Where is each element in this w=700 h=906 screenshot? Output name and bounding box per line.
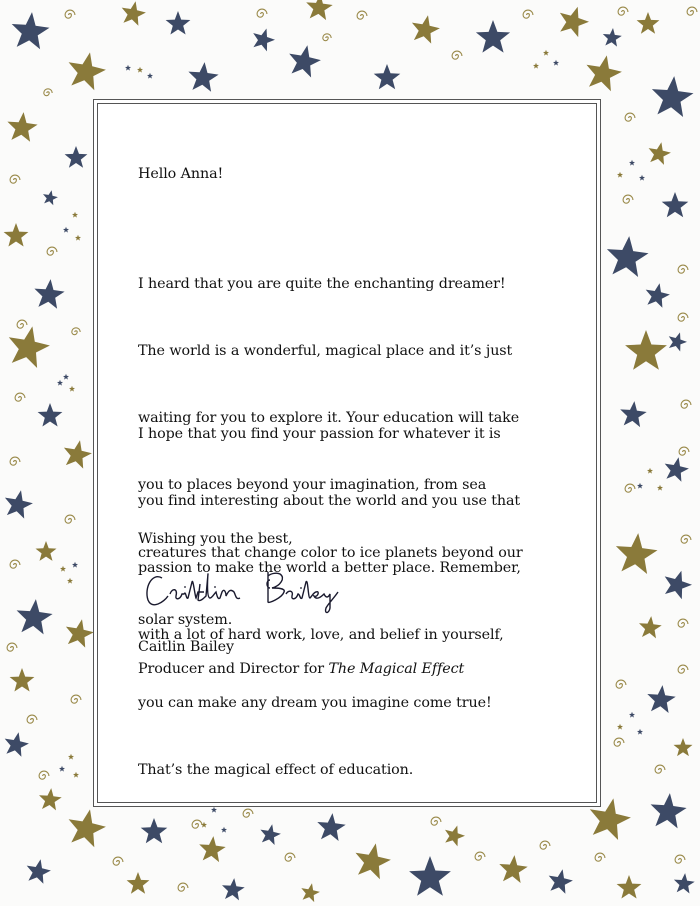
star-icon: [639, 175, 645, 181]
star-icon: [127, 872, 150, 894]
signature-stroke: [170, 574, 240, 601]
star-icon: [7, 112, 37, 142]
paragraph-line: The world is a wonderful, magical place and it’s just: [138, 343, 513, 360]
star-icon: [617, 724, 623, 730]
star-icon: [356, 843, 391, 879]
swirl-icon: [595, 853, 605, 861]
star-icon: [665, 571, 692, 600]
star-icon: [34, 279, 64, 309]
swirl-icon: [623, 195, 633, 203]
star-icon: [69, 52, 106, 90]
swirl-icon: [71, 695, 81, 703]
swirl-icon: [655, 765, 665, 773]
swirl-icon: [15, 393, 25, 401]
swirl-icon: [675, 855, 685, 863]
star-icon: [69, 809, 106, 847]
star-icon: [122, 1, 146, 26]
star-icon: [476, 20, 510, 53]
swirl-icon: [10, 175, 20, 183]
swirl-icon: [616, 680, 626, 688]
star-icon: [620, 401, 647, 427]
star-icon: [199, 836, 226, 862]
star-icon: [27, 859, 51, 884]
signature-dot: [300, 587, 302, 589]
signature-dot: [214, 586, 216, 588]
star-icon: [637, 729, 643, 735]
star-icon: [646, 283, 670, 308]
star-icon: [560, 7, 589, 37]
swirl-icon: [678, 665, 688, 673]
star-icon: [4, 223, 29, 247]
greeting: Hello Anna!: [138, 166, 224, 182]
swirl-icon: [540, 841, 550, 849]
swirl-icon: [285, 853, 295, 861]
signer-title: [138, 658, 464, 680]
star-icon: [549, 869, 573, 894]
signature-dot: [184, 586, 186, 588]
signature-stroke: [267, 572, 338, 613]
star-icon: [617, 875, 642, 899]
star-icon: [412, 15, 440, 43]
star-icon: [649, 142, 671, 165]
star-icon: [587, 55, 622, 91]
swirl-icon: [523, 10, 533, 18]
swirl-icon: [10, 560, 20, 568]
star-icon: [657, 485, 663, 491]
signer-title-prefix: Producer and Director for: [138, 661, 329, 677]
swirl-icon: [687, 7, 697, 15]
star-icon: [68, 754, 74, 760]
star-icon: [617, 172, 623, 178]
swirl-icon: [625, 484, 635, 492]
swirl-icon: [17, 320, 27, 328]
star-icon: [10, 668, 35, 692]
star-icon: [553, 60, 559, 66]
star-icon: [647, 468, 653, 474]
swirl-icon: [625, 113, 635, 121]
star-icon: [662, 192, 689, 217]
star-icon: [253, 29, 275, 52]
swirl-icon: [678, 619, 688, 627]
star-icon: [533, 63, 539, 69]
swirl-icon: [618, 7, 628, 15]
star-icon: [665, 457, 689, 482]
star-icon: [543, 50, 549, 56]
swirl-icon: [178, 883, 188, 891]
swirl-icon: [323, 34, 331, 41]
star-icon: [73, 772, 79, 778]
swirl-icon: [65, 10, 75, 18]
paragraph-line: solar system.: [138, 611, 233, 628]
paragraph-line: I heard that you are quite the enchanting dreamer!: [138, 275, 506, 292]
star-icon: [166, 11, 191, 35]
production-title: The Magical Effect: [328, 661, 465, 677]
star-icon: [65, 146, 88, 168]
star-icon: [59, 766, 65, 772]
swirl-icon: [10, 457, 20, 465]
star-icon: [12, 12, 50, 49]
star-icon: [39, 788, 62, 810]
star-icon: [125, 65, 131, 71]
swirl-icon: [452, 51, 462, 59]
star-icon: [607, 236, 649, 277]
star-icon: [43, 190, 58, 205]
signer-name: Caitlin Bailey: [138, 639, 234, 655]
star-icon: [603, 28, 622, 47]
star-icon: [72, 212, 78, 218]
paragraph-line: I hope that you find your passion for whatever it is: [138, 425, 501, 442]
paragraph-line: creatures that change color to ice planets beyond our: [138, 544, 523, 561]
star-icon: [5, 732, 29, 757]
star-icon: [137, 67, 143, 73]
swirl-icon: [72, 328, 80, 335]
star-icon: [629, 160, 635, 166]
paragraph-line: you find interesting about the world and you use that: [138, 493, 521, 510]
star-icon: [9, 326, 50, 368]
star-icon: [38, 403, 63, 427]
star-icon: [616, 533, 658, 574]
star-icon: [66, 619, 94, 647]
star-icon: [637, 12, 660, 34]
star-icon: [221, 827, 227, 833]
swirl-icon: [678, 265, 688, 273]
signature-stroke: [147, 577, 168, 605]
star-icon: [69, 386, 75, 392]
star-icon: [5, 490, 33, 518]
paragraph-line: That’s the magical effect of education.: [138, 761, 414, 778]
star-icon: [72, 562, 78, 568]
paragraph-line: passion to make the world a better place. Remember,: [138, 560, 521, 577]
star-icon: [647, 685, 675, 713]
star-icon: [17, 599, 53, 634]
swirl-icon: [27, 715, 37, 723]
swirl-icon: [357, 11, 367, 19]
paragraph-line: waiting for you to explore it. Your education will take: [138, 410, 520, 427]
swirl-icon: [65, 515, 75, 523]
swirl-icon: [44, 89, 52, 96]
star-icon: [409, 856, 451, 896]
star-icon: [651, 793, 687, 828]
swirl-icon: [678, 313, 688, 321]
star-icon: [637, 483, 643, 489]
star-icon: [75, 235, 81, 241]
swirl-icon: [614, 738, 624, 746]
handwritten-signature: [140, 558, 380, 618]
star-icon: [188, 62, 218, 92]
paragraph-line: with a lot of hard work, love, and belief in yourself,: [138, 627, 504, 644]
star-icon: [57, 380, 63, 386]
star-icon: [639, 616, 662, 638]
star-icon: [147, 73, 153, 79]
swirl-icon: [47, 247, 57, 255]
star-icon: [63, 227, 69, 233]
star-icon: [629, 712, 635, 718]
star-icon: [674, 873, 695, 893]
swirl-icon: [113, 857, 123, 865]
paragraph-line: you can make any dream you imagine come true!: [138, 694, 492, 711]
star-icon: [64, 440, 92, 468]
star-icon: [674, 738, 693, 756]
swirl-icon: [681, 535, 691, 543]
star-icon: [625, 330, 667, 370]
star-icon: [652, 76, 694, 117]
paragraph-line: you to places beyond your imagination, from sea: [138, 477, 487, 494]
star-icon: [445, 826, 465, 847]
star-icon: [499, 855, 527, 883]
star-icon: [669, 332, 687, 351]
star-icon: [67, 578, 73, 584]
star-icon: [301, 883, 320, 902]
swirl-icon: [475, 852, 485, 860]
star-icon: [306, 0, 333, 20]
swirl-icon: [257, 9, 267, 17]
swirl-icon: [39, 771, 49, 779]
star-icon: [60, 566, 66, 572]
closing: Wishing you the best,: [138, 531, 293, 547]
swirl-icon: [679, 447, 689, 455]
star-icon: [260, 824, 281, 845]
star-icon: [63, 374, 69, 380]
swirl-icon: [681, 400, 691, 408]
star-icon: [36, 541, 57, 561]
swirl-icon: [7, 643, 17, 651]
star-icon: [374, 64, 401, 89]
star-icon: [222, 878, 245, 900]
star-icon: [289, 45, 321, 77]
